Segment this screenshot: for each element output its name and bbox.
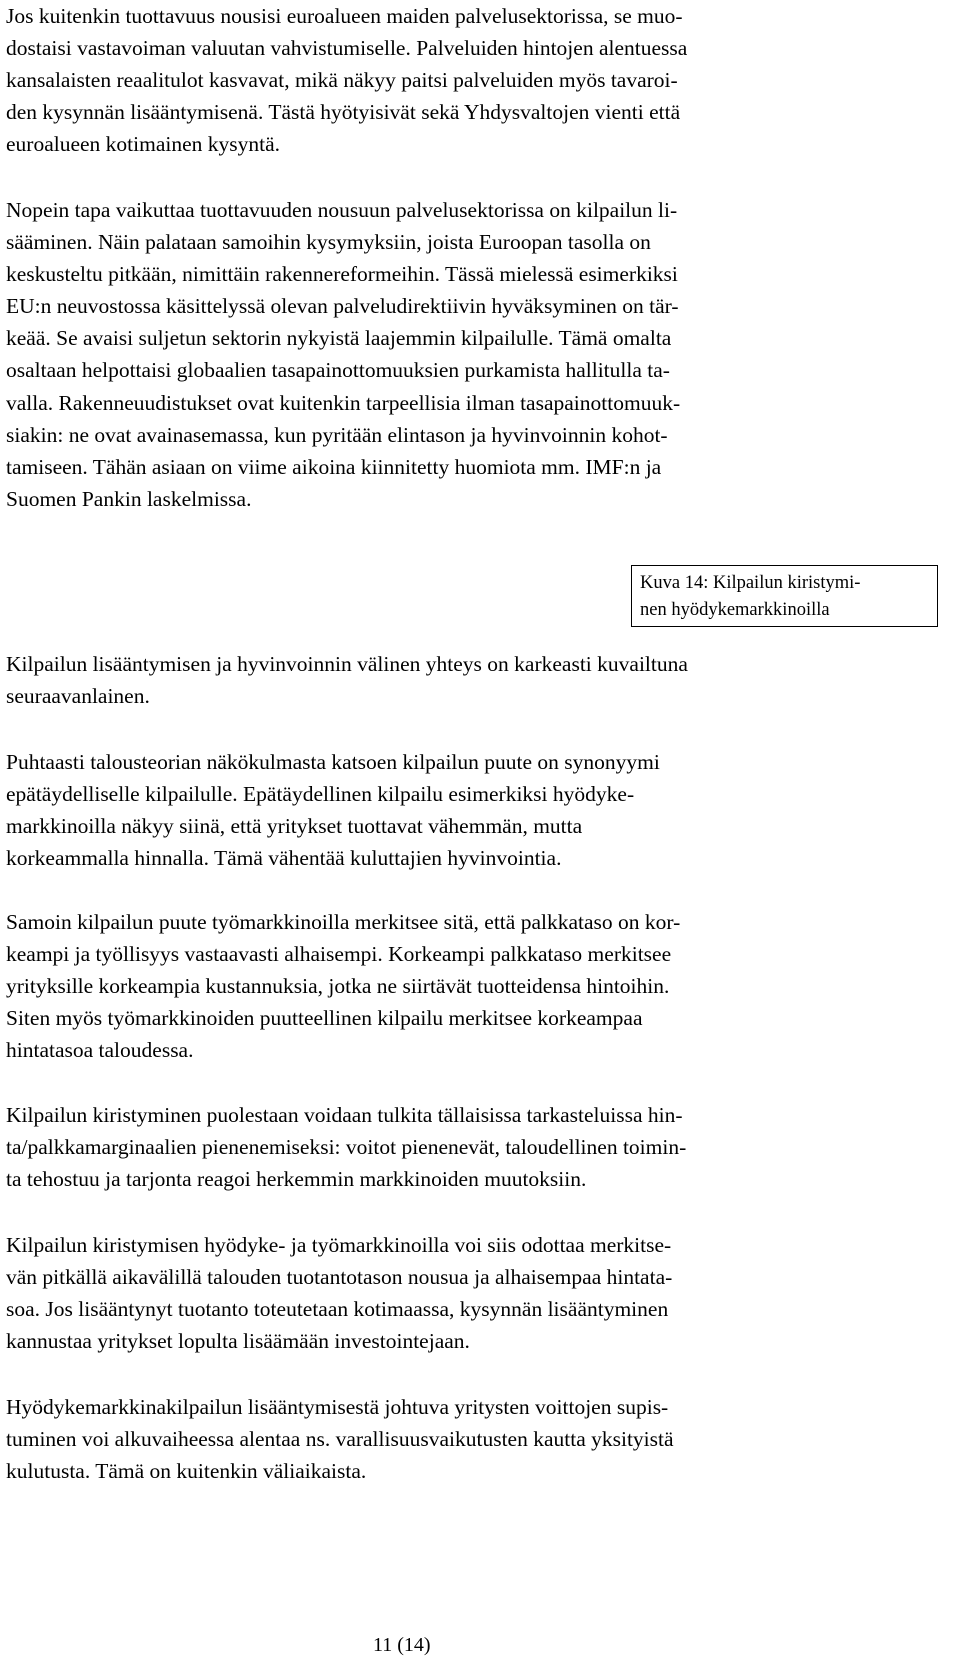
text-line: osaltaan helpottaisi globaalien tasapainottomuuksien purkamista hallitulla ta- — [6, 358, 670, 383]
text-line: keskusteltu pitkään, nimittäin rakennereformeihin. Tässä mielessä esimerkiksi — [6, 262, 678, 287]
page-number: 11 (14) — [373, 1634, 431, 1656]
text-line: Jos kuitenkin tuottavuus nousisi euroalueen maiden palvelusektorissa, se muo- — [6, 4, 683, 28]
text-line: hintatasoa taloudessa. — [6, 1038, 194, 1063]
paragraph-2 — [6, 194, 680, 515]
text-line: tuminen voi alkuvaiheessa alentaa ns. varallisuusvaikutusten kautta yksityistä — [6, 1427, 674, 1452]
paragraph-7 — [6, 1229, 672, 1357]
text-line: valla. Rakenneuudistukset ovat kuitenkin tarpeellisia ilman tasapainottomuuk- — [6, 390, 681, 415]
text-line: Puhtaasti talousteorian näkökulmasta katsoen kilpailun puute on synonyymi — [6, 750, 660, 774]
paragraph-6 — [6, 1099, 686, 1195]
text-line: euroalueen kotimainen kysyntä. — [6, 132, 281, 157]
text-line: ta/palkkamarginaalien pienenemiseksi: voitot pienenevät, taloudellinen toimin- — [6, 1135, 687, 1160]
text-line: markkinoilla näkyy siinä, että yritykset tuottavat vähemmän, mutta — [6, 814, 583, 839]
text-line: Kilpailun kiristyminen puolestaan voidaan tulkita tällaisissa tarkasteluissa hin- — [6, 1103, 683, 1127]
text-line: ta tehostuu ja tarjonta reagoi herkemmin markkinoiden muutoksiin. — [6, 1167, 587, 1192]
text-line: keää. Se avaisi suljetun sektorin nykyistä laajemmin kilpailulle. Tämä omalta — [6, 326, 672, 351]
paragraph-3 — [6, 648, 688, 712]
figure-caption-box — [631, 565, 938, 627]
caption-line: Kuva 14: Kilpailun kiristymi- — [640, 573, 861, 593]
text-line: soa. Jos lisääntynyt tuotanto toteutetaan kotimaassa, kysynnän lisääntyminen — [6, 1297, 669, 1322]
text-line: Siten myös työmarkkinoiden puutteellinen kilpailu merkitsee korkeampaa — [6, 1006, 643, 1031]
text-line: den kysynnän lisääntymisenä. Tästä hyötyisivät sekä Yhdysvaltojen vienti että — [6, 100, 681, 125]
text-line: tamiseen. Tähän asiaan on viime aikoina kiinnitetty huomiota mm. IMF:n ja — [6, 454, 662, 479]
paragraph-8 — [6, 1391, 674, 1487]
text-line: keampi ja työllisyys vastaavasti alhaisempi. Korkeampi palkkataso merkitsee — [6, 942, 672, 967]
text-line: dostaisi vastavoiman valuutan vahvistumiselle. Palveluiden hintojen alentuessa — [6, 36, 688, 61]
text-line: Suomen Pankin laskelmissa. — [6, 486, 252, 511]
text-line: Hyödykemarkkinakilpailun lisääntymisestä johtuva yritysten voittojen supis- — [6, 1395, 669, 1419]
text-line: vän pitkällä aikavälillä talouden tuotantotason nousua ja alhaisempaa hintata- — [6, 1265, 673, 1290]
text-line: kansalaisten reaalitulot kasvavat, mikä näkyy paitsi palveluiden myös tavaroi- — [6, 68, 678, 93]
text-line: EU:n neuvostossa käsittelyssä olevan palveludirektiivin hyväksyminen on tär- — [6, 294, 679, 319]
text-line: sääminen. Näin palataan samoihin kysymyksiin, joista Euroopan tasolla on — [6, 230, 651, 255]
text-line: kulutusta. Tämä on kuitenkin väliaikaista. — [6, 1459, 367, 1484]
text-line: Nopein tapa vaikuttaa tuottavuuden nousuun palvelusektorissa on kilpailun li- — [6, 198, 678, 222]
text-line: Samoin kilpailun puute työmarkkinoilla merkitsee sitä, että palkkataso on kor- — [6, 910, 681, 934]
text-line: yrityksille korkeampia kustannuksia, jotka ne siirtävät tuotteidensa hintoihin. — [6, 974, 670, 999]
text-line: seuraavanlainen. — [6, 684, 150, 709]
paragraph-1 — [6, 0, 687, 160]
text-line: epätäydelliselle kilpailulle. Epätäydellinen kilpailu esimerkiksi hyödyke- — [6, 782, 635, 807]
paragraph-4 — [6, 746, 660, 874]
paragraph-5 — [6, 906, 680, 1066]
text-line: Kilpailun kiristymisen hyödyke- ja työmarkkinoilla voi siis odottaa merkitse- — [6, 1233, 672, 1257]
text-line: korkeammalla hinnalla. Tämä vähentää kuluttajien hyvinvointia. — [6, 846, 562, 871]
text-line: Kilpailun lisääntymisen ja hyvinvoinnin välinen yhteys on karkeasti kuvailtuna — [6, 652, 688, 676]
text-line: kannustaa yritykset lopulta lisäämään investointejaan. — [6, 1329, 470, 1354]
text-line: siakin: ne ovat avainasemassa, kun pyritään elintason ja hyvinvoinnin kohot- — [6, 422, 668, 447]
caption-line: nen hyödykemarkkinoilla — [640, 600, 830, 620]
